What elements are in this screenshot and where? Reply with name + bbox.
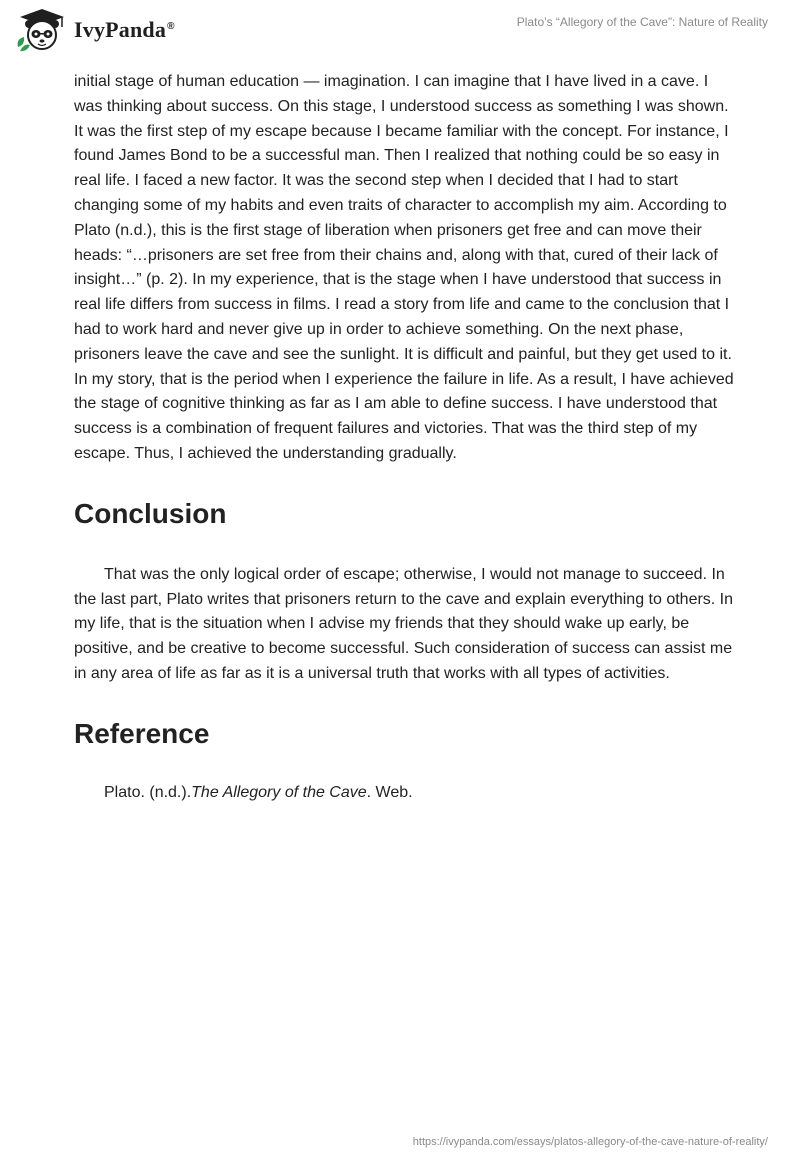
reference-title: The Allegory of the Cave [191,783,367,801]
brand-name: IvyPanda® [74,17,175,42]
conclusion-heading: Conclusion [74,497,227,529]
ivypanda-logo[interactable] [14,8,175,52]
page-header [0,0,800,60]
document-title: Plato’s “Allegory of the Cave”: Nature of Reality [516,15,768,29]
conclusion-paragraph: That was the only logical order of escape; otherwise, I would not manage to succeed. In the last part, Plato writes that prisoners return to the cave and explain everything to others. In my life, that is the situation when I advise my friends that they should wake up early, be positive, and be creative to become successful. Such consideration of success can assist me in any area of life as far as it is a universal truth that works with all types of activities. [74,565,734,682]
reference-heading: Reference [74,717,210,749]
footer-url[interactable]: https://ivypanda.com/essays/platos-allegory-of-the-cave-nature-of-reality/ [412,1136,768,1148]
essay-content [74,70,734,806]
panda-graduate-icon [14,7,70,53]
body-paragraph: initial stage of human education — imagination. I can imagine that I have lived in a cave. I was thinking about success. On this stage, I understood success as something I was shown. It was the first step of my escape because I became familiar with the concept. For instance, I found James Bond to be a successful man. Then I realized that nothing could be so easy in real life. I faced a new factor. It was the second step when I decided that I had to start changing some of my habits and even traits of character to accomplish my aim. According to Plato (n.d.), this is the first stage of liberation when prisoners get free and can move their heads: “…prisoners are set free from their chains and, along with that, cured of their lack of insight…” (p. 2). In my experience, that is the stage when I have understood that success in real life differs from success in films. I read a story from life and came to the conclusion that I had to work hard and never give up in order to achieve something. On the next phase, prisoners leave the cave and see the sunlight. It is difficult and painful, but they get used to it. In my story, that is the period when I experience the failure in life. As a result, I have achieved the stage of cognitive thinking as far as I am able to define success. I have understood that success is a combination of frequent failures and victories. That was the third step of my escape. Thus, I achieved the understanding gradually. [74,73,734,462]
reference-entry: Plato. (n.d.).The Allegory of the Cave. Web. [104,783,413,801]
